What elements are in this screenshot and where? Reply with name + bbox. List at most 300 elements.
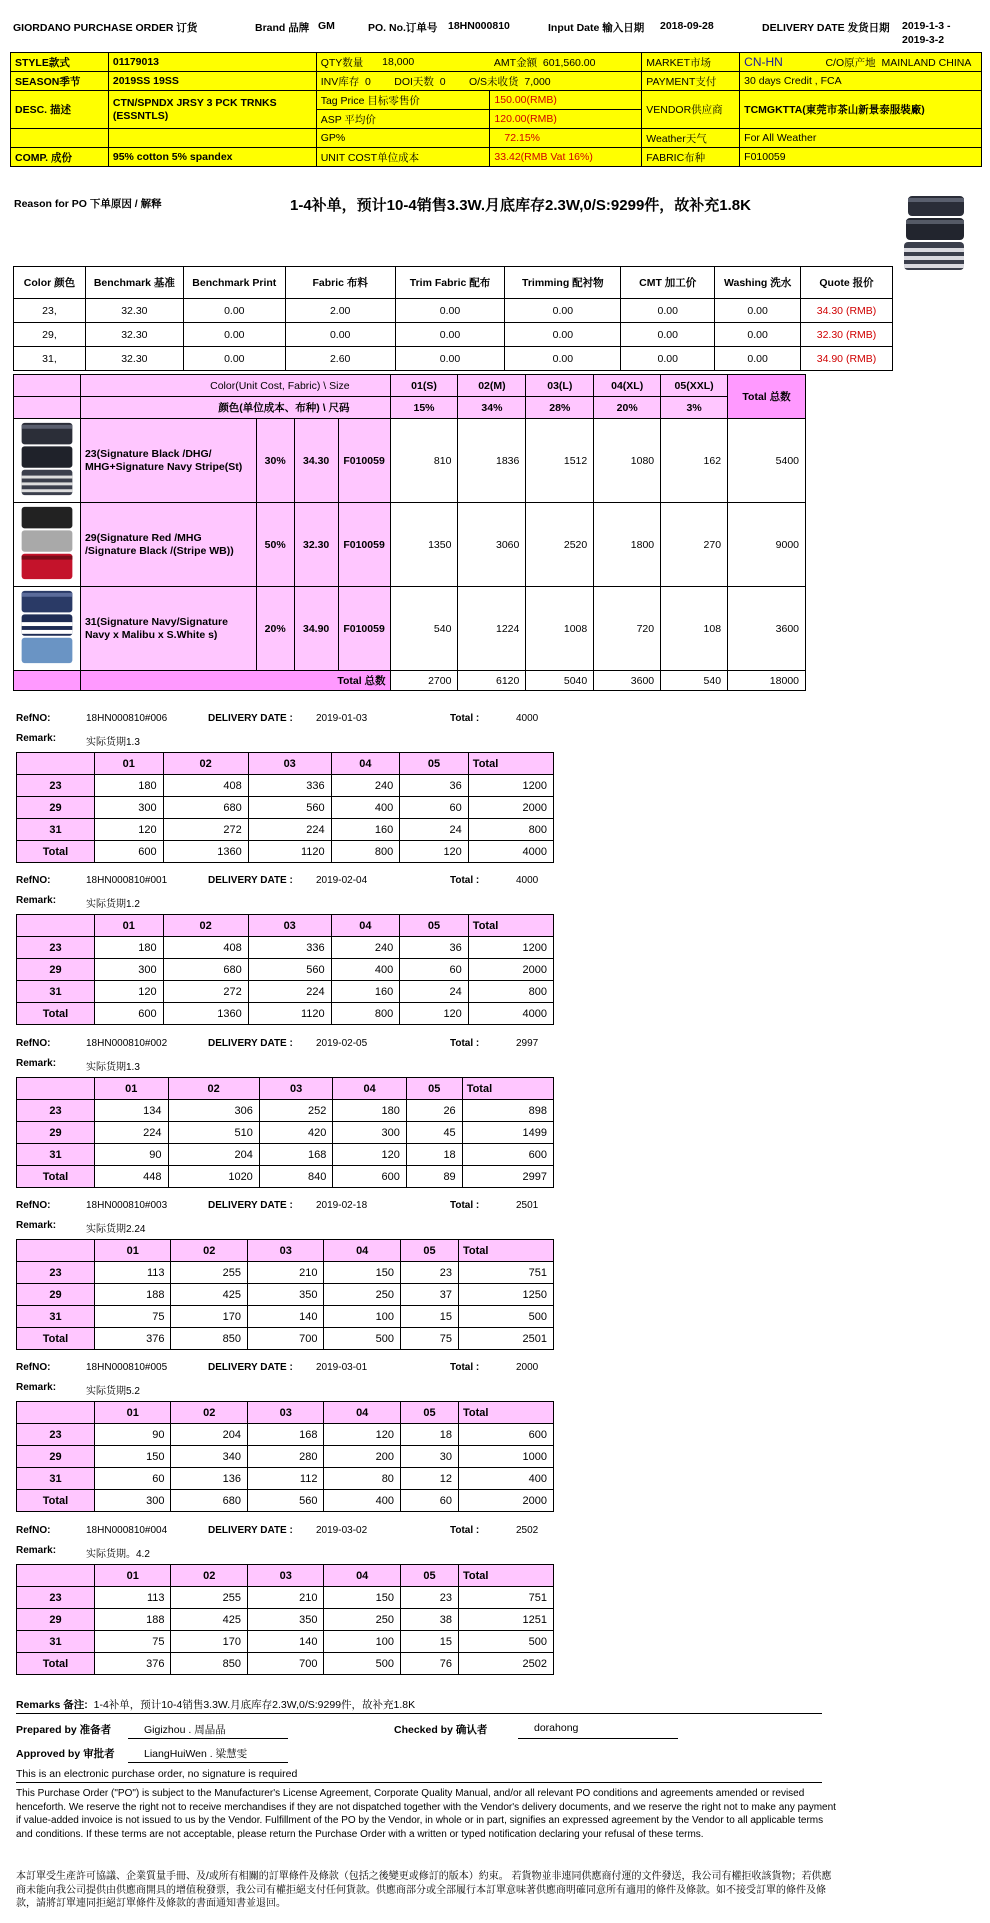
delivery-cell: 1120 <box>248 1003 331 1025</box>
delivery-cell: 800 <box>331 1003 400 1025</box>
qty-value: 18,000 <box>382 56 415 68</box>
delivery-cell: 500 <box>459 1631 554 1653</box>
delivery-block <box>16 1359 556 1512</box>
quote-header-6: CMT 加工价 <box>621 267 715 299</box>
input-date-label: Input Date 输入日期 <box>548 22 645 34</box>
delivery-block <box>16 710 556 863</box>
delivery-cell: 100 <box>324 1306 400 1328</box>
delivery-cell: 140 <box>247 1631 323 1653</box>
delivery-cell: 76 <box>400 1653 458 1675</box>
remarks-text: 1-4补单，预计10-4销售3.3W.月底库存2.3W,0/S:9299件，故补充1.8K <box>93 1699 416 1711</box>
quote-cell: 0.00 <box>621 323 715 347</box>
delivery-col-head: Total <box>468 915 553 937</box>
delivery-row-head: 29 <box>17 1446 95 1468</box>
delivery-cell: 300 <box>95 797 164 819</box>
delivery-row-head: Total <box>17 1003 95 1025</box>
delivery-col-head: 05 <box>400 1565 458 1587</box>
asp-label: ASP 平均价 <box>320 113 376 126</box>
delivery-cell: 2000 <box>468 959 553 981</box>
desc-value-line1: CTN/SPNDX JRSY 3 PCK TRNKS <box>112 96 277 109</box>
electronic-note: This is an electronic purchase order, no signature is required <box>16 1768 298 1780</box>
size-pct-02: 34% <box>481 401 503 414</box>
size-total-01: 2700 <box>428 674 452 687</box>
delivery-row <box>17 1284 554 1306</box>
delivery-cell: 255 <box>171 1587 247 1609</box>
delivery-col-head: 04 <box>324 1402 400 1424</box>
delivery-row <box>17 819 554 841</box>
checked-value: dorahong <box>534 1722 579 1734</box>
size-qty: 1350 <box>390 503 458 587</box>
size-qty: 108 <box>661 587 728 671</box>
delivery-cell: 188 <box>95 1284 171 1306</box>
origin-value: MAINLAND CHINA <box>881 56 972 69</box>
remark-value: 实际货期1.2 <box>86 899 140 910</box>
delivery-row <box>17 959 554 981</box>
size-qty: 270 <box>661 503 728 587</box>
delivery-cell: 134 <box>95 1100 169 1122</box>
ref-label: RefNO: <box>16 875 51 886</box>
delivery-col-head: 03 <box>247 1240 323 1262</box>
quote-cell: 0.00 <box>183 347 285 371</box>
delivery-row <box>17 1609 554 1631</box>
delivery-cell: 240 <box>331 775 400 797</box>
delivery-cell: 751 <box>459 1587 554 1609</box>
approved-label: Approved by 审批者 <box>16 1748 115 1760</box>
delivery-cell: 420 <box>259 1122 333 1144</box>
input-date-value: 2018-09-28 <box>660 20 714 32</box>
delivery-date-value: 2019-03-01 <box>316 1362 368 1373</box>
ref-label: RefNO: <box>16 1038 51 1049</box>
delivery-date-start: 2019-1-3 - <box>902 20 951 32</box>
delivery-row-head: 23 <box>17 1587 95 1609</box>
delivery-row <box>17 1306 554 1328</box>
delivery-cell: 600 <box>95 841 164 863</box>
inv-value: 0 <box>365 75 371 88</box>
delivery-total-label: Total : <box>450 1038 480 1049</box>
delivery-date-label: DELIVERY DATE : <box>208 1200 293 1211</box>
remark-label: Remark: <box>16 1545 57 1556</box>
color-swatch-image <box>14 587 81 671</box>
delivery-col-head: 04 <box>331 753 400 775</box>
delivery-cell: 15 <box>400 1631 458 1653</box>
remark-label: Remark: <box>16 733 57 744</box>
product-thumbnail <box>902 194 968 274</box>
size-total-02: 6120 <box>495 674 520 687</box>
delivery-cell: 112 <box>247 1468 323 1490</box>
market-label: MARKET市场 <box>646 56 711 69</box>
delivery-size-table <box>16 1401 554 1512</box>
delivery-row <box>17 1166 554 1188</box>
delivery-col-head: 01 <box>95 753 164 775</box>
ref-value: 18HN000810#005 <box>86 1362 168 1373</box>
delivery-cell: 560 <box>248 959 331 981</box>
delivery-cell: 250 <box>324 1609 400 1631</box>
quote-cell: 0.00 <box>505 323 621 347</box>
remark-value: 实际货期1.3 <box>86 1062 140 1073</box>
delivery-cell: 224 <box>248 981 331 1003</box>
delivery-row <box>17 1446 554 1468</box>
inv-label: INV库存 <box>320 75 360 88</box>
size-total-04: 3600 <box>630 674 655 687</box>
quote-cell: 23, <box>14 299 86 323</box>
delivery-col-head: 03 <box>248 915 331 937</box>
size-head-cn: 颜色(单位成本、布种) \ 尺码 <box>218 402 350 414</box>
gp-value: 72.15% <box>504 132 541 144</box>
delivery-row-head: 29 <box>17 959 95 981</box>
delivery-cell: 75 <box>95 1306 171 1328</box>
prepared-label: Prepared by 准备者 <box>16 1724 112 1736</box>
quote-header-1: Benchmark 基准 <box>85 267 183 299</box>
quote-cell: 0.00 <box>285 323 395 347</box>
delivery-row-head: 23 <box>17 1100 95 1122</box>
unit-cost-value: 33.42(RMB Vat 16%) <box>494 151 593 163</box>
size-pct-01: 15% <box>413 401 435 414</box>
delivery-cell: 376 <box>95 1653 171 1675</box>
ref-label: RefNO: <box>16 1200 51 1211</box>
color-fabric: F010059 <box>338 587 390 671</box>
delivery-cell: 170 <box>171 1306 247 1328</box>
terms-english: This Purchase Order ("PO") is subject to the Manufacturer's License Agreement, Corporate Quality Manual, and/or all relevant PO conditions and agreements amended or revised henceforth. We reserve the right not to receive merchandises if they are not dispatched together with the Vendor's delivery documents, and we reserve the right not to make any payment if value-added invoice is not issued to us by the Vendor. Fulfillment of the PO by the Vendor, in whole or in part, signifies an expressed agreement by the Vendor to all applicable terms and conditions. If these terms are not acceptable, please return the Purchase Order with a written or typed notification declaring your refusal of these terms. <box>16 1788 836 1840</box>
style-label: STYLE款式 <box>15 56 70 69</box>
delivery-date-end: 2019-3-2 <box>902 34 945 46</box>
delivery-col-head: 02 <box>168 1078 259 1100</box>
delivery-date-value: 2019-03-02 <box>316 1525 368 1536</box>
delivery-date-value: 2019-02-04 <box>316 875 368 886</box>
delivery-cell: 500 <box>324 1653 400 1675</box>
delivery-cell: 1120 <box>248 841 331 863</box>
season-value: 2019SS 19SS <box>112 75 179 87</box>
delivery-size-table <box>16 1239 554 1350</box>
delivery-cell: 300 <box>333 1122 407 1144</box>
quote-header-0: Color 颜色 <box>14 267 86 299</box>
delivery-cell: 408 <box>163 775 248 797</box>
delivery-cell: 150 <box>95 1446 171 1468</box>
ref-value: 18HN000810#001 <box>86 875 168 886</box>
delivery-cell: 168 <box>247 1424 323 1446</box>
size-pct-04: 20% <box>616 401 638 414</box>
delivery-row-head: 23 <box>17 775 95 797</box>
color-fabric: F010059 <box>338 503 390 587</box>
quote-table <box>13 266 893 371</box>
qty-label: QTY数量 <box>320 56 364 69</box>
doi-label: DOI天数 <box>394 75 434 88</box>
delivery-cell: 255 <box>171 1262 247 1284</box>
delivery-row <box>17 1631 554 1653</box>
delivery-cell: 204 <box>168 1144 259 1166</box>
quote-cell: 0.00 <box>621 347 715 371</box>
delivery-total-label: Total : <box>450 713 480 724</box>
delivery-cell: 210 <box>247 1262 323 1284</box>
delivery-cell: 400 <box>331 959 400 981</box>
size-pct-05: 3% <box>686 401 702 414</box>
delivery-row <box>17 937 554 959</box>
comp-label: COMP. 成份 <box>15 151 72 164</box>
reason-label: Reason for PO 下单原因 / 解释 <box>14 198 162 210</box>
delivery-row-head: 31 <box>17 1631 95 1653</box>
delivery-cell: 89 <box>406 1166 462 1188</box>
delivery-cell: 38 <box>400 1609 458 1631</box>
delivery-row <box>17 1424 554 1446</box>
remark-value: 实际货期1.3 <box>86 737 140 748</box>
quote-cell: 0.00 <box>395 299 505 323</box>
color-cost: 32.30 <box>294 503 338 587</box>
delivery-row <box>17 797 554 819</box>
quote-cell: 0.00 <box>715 347 801 371</box>
delivery-cell: 600 <box>462 1144 553 1166</box>
ref-value: 18HN000810#002 <box>86 1038 168 1049</box>
delivery-cell: 700 <box>247 1328 323 1350</box>
size-qty: 1800 <box>594 503 661 587</box>
remarks-line <box>16 1697 415 1712</box>
delivery-cell: 168 <box>259 1144 333 1166</box>
delivery-row <box>17 1003 554 1025</box>
delivery-row <box>17 1328 554 1350</box>
quote-cell: 0.00 <box>395 347 505 371</box>
delivery-col-head: 01 <box>95 915 164 937</box>
delivery-cell: 1251 <box>459 1609 554 1631</box>
delivery-cell: 120 <box>333 1144 407 1166</box>
delivery-row <box>17 981 554 1003</box>
delivery-col-head: Total <box>468 753 553 775</box>
vendor-label: VENDOR供应商 <box>646 104 723 116</box>
delivery-row <box>17 1468 554 1490</box>
quote-cell: 32.30 <box>85 323 183 347</box>
remark-value: 实际货期5.2 <box>86 1386 140 1397</box>
brand-value: GM <box>318 20 335 32</box>
delivery-cell: 1200 <box>468 937 553 959</box>
delivery-cell: 510 <box>168 1122 259 1144</box>
weather-value: For All Weather <box>744 132 817 144</box>
delivery-row-head: 31 <box>17 1144 95 1166</box>
delivery-cell: 120 <box>400 1003 469 1025</box>
delivery-cell: 75 <box>400 1328 458 1350</box>
brand-label: Brand 品牌 <box>255 22 310 34</box>
quote-row <box>14 299 893 323</box>
delivery-col-head: 03 <box>259 1078 333 1100</box>
color-desc: 23(Signature Black /DHG/ MHG+Signature Navy Stripe(St) <box>80 419 256 503</box>
delivery-cell: 18 <box>406 1144 462 1166</box>
size-qty: 720 <box>594 587 661 671</box>
delivery-row <box>17 1122 554 1144</box>
delivery-cell: 500 <box>459 1306 554 1328</box>
delivery-cell: 680 <box>163 797 248 819</box>
delivery-block <box>16 1197 556 1350</box>
prepared-value: Gigizhou . 周晶晶 <box>144 1724 226 1736</box>
delivery-cell: 160 <box>331 819 400 841</box>
delivery-col-head: 01 <box>95 1078 169 1100</box>
quote-cell: 31, <box>14 347 86 371</box>
approved-value: LiangHuiWen . 梁慧雯 <box>144 1748 248 1760</box>
delivery-col-head: 02 <box>171 1402 247 1424</box>
delivery-total-value: 4000 <box>516 713 539 724</box>
delivery-block <box>16 1522 556 1675</box>
color-cost: 34.90 <box>294 587 338 671</box>
size-qty: 810 <box>390 419 458 503</box>
size-pct-03: 28% <box>549 401 571 414</box>
payment-value: 30 days Credit , FCA <box>744 75 842 87</box>
delivery-cell: 700 <box>247 1653 323 1675</box>
delivery-cell: 60 <box>400 797 469 819</box>
delivery-cell: 300 <box>95 1490 171 1512</box>
po-number-label: PO. No.订单号 <box>368 22 438 34</box>
asp-value: 120.00(RMB) <box>494 113 557 125</box>
delivery-col-head: 03 <box>247 1565 323 1587</box>
delivery-row-head: 31 <box>17 1468 95 1490</box>
delivery-cell: 60 <box>400 1490 458 1512</box>
delivery-cell: 4000 <box>468 841 553 863</box>
delivery-row-head: 23 <box>17 1424 95 1446</box>
delivery-col-head: 02 <box>171 1565 247 1587</box>
season-label: SEASON季节 <box>15 75 81 88</box>
delivery-col-head: 01 <box>95 1565 171 1587</box>
delivery-row <box>17 1262 554 1284</box>
delivery-cell: 336 <box>248 775 331 797</box>
delivery-row <box>17 775 554 797</box>
delivery-row-head: 31 <box>17 819 95 841</box>
delivery-cell: 12 <box>400 1468 458 1490</box>
size-row <box>14 503 806 587</box>
vendor-value: TCMGKTTA(東莞市茶山新景泰服裝廠) <box>744 104 925 116</box>
delivery-cell: 350 <box>247 1284 323 1306</box>
delivery-cell: 250 <box>324 1284 400 1306</box>
ref-value: 18HN000810#003 <box>86 1200 168 1211</box>
delivery-cell: 120 <box>95 981 164 1003</box>
size-qty: 3060 <box>458 503 526 587</box>
size-name-01: 01(S) <box>411 379 437 392</box>
delivery-col-head: 03 <box>247 1402 323 1424</box>
delivery-cell: 120 <box>95 819 164 841</box>
ref-label: RefNO: <box>16 1525 51 1536</box>
delivery-row <box>17 841 554 863</box>
amt-label: AMT金额 <box>493 56 538 69</box>
delivery-cell: 850 <box>171 1328 247 1350</box>
delivery-col-head: Total <box>459 1240 554 1262</box>
delivery-cell: 376 <box>95 1328 171 1350</box>
delivery-cell: 340 <box>171 1446 247 1468</box>
size-qty: 1224 <box>458 587 526 671</box>
delivery-col-head: 01 <box>95 1240 171 1262</box>
quote-header-4: Trim Fabric 配布 <box>395 267 505 299</box>
delivery-cell: 240 <box>331 937 400 959</box>
delivery-cell: 24 <box>400 981 469 1003</box>
weather-label: Weather天气 <box>646 132 707 145</box>
delivery-cell: 224 <box>95 1122 169 1144</box>
delivery-cell: 800 <box>468 819 553 841</box>
delivery-cell: 898 <box>462 1100 553 1122</box>
color-fabric: F010059 <box>338 419 390 503</box>
size-name-02: 02(M) <box>478 379 506 392</box>
size-name-04: 04(XL) <box>611 379 644 392</box>
quote-cell: 0.00 <box>505 299 621 323</box>
delivery-cell: 800 <box>468 981 553 1003</box>
size-name-05: 05(XXL) <box>674 379 714 392</box>
delivery-cell: 2997 <box>462 1166 553 1188</box>
delivery-cell: 425 <box>171 1284 247 1306</box>
delivery-cell: 2000 <box>468 797 553 819</box>
delivery-cell: 15 <box>400 1306 458 1328</box>
os-value: 7,000 <box>524 75 551 88</box>
delivery-col-head: 04 <box>331 915 400 937</box>
delivery-cell: 336 <box>248 937 331 959</box>
quote-header-2: Benchmark Print <box>183 267 285 299</box>
delivery-cell: 2501 <box>459 1328 554 1350</box>
delivery-cell: 24 <box>400 819 469 841</box>
delivery-block <box>16 872 556 1025</box>
delivery-cell: 800 <box>331 841 400 863</box>
os-label: O/S未收货 <box>468 75 519 88</box>
delivery-cell: 850 <box>171 1653 247 1675</box>
delivery-cell: 680 <box>171 1490 247 1512</box>
delivery-cell: 113 <box>95 1262 171 1284</box>
quote-cell: 0.00 <box>183 299 285 323</box>
delivery-row <box>17 1100 554 1122</box>
delivery-row-head: 29 <box>17 797 95 819</box>
tag-price-value: 150.00(RMB) <box>494 94 557 106</box>
size-grand-total: 18000 <box>769 674 799 687</box>
delivery-size-table <box>16 1564 554 1675</box>
color-pct: 20% <box>256 587 294 671</box>
delivery-cell: 170 <box>171 1631 247 1653</box>
delivery-row <box>17 1490 554 1512</box>
delivery-col-head: 05 <box>400 1240 458 1262</box>
delivery-size-table <box>16 1077 554 1188</box>
delivery-cell: 36 <box>400 775 469 797</box>
remark-label: Remark: <box>16 1220 57 1231</box>
delivery-date-value: 2019-02-05 <box>316 1038 368 1049</box>
delivery-cell: 150 <box>324 1262 400 1284</box>
color-total: 5400 <box>728 419 806 503</box>
color-pct: 30% <box>256 419 294 503</box>
delivery-cell: 224 <box>248 819 331 841</box>
quote-cell: 34.90 (RMB) <box>801 347 893 371</box>
quote-row <box>14 347 893 371</box>
delivery-cell: 140 <box>247 1306 323 1328</box>
size-total-03: 5040 <box>563 674 588 687</box>
delivery-cell: 400 <box>331 797 400 819</box>
delivery-row-head: 31 <box>17 1306 95 1328</box>
quote-cell: 0.00 <box>715 323 801 347</box>
delivery-cell: 272 <box>163 981 248 1003</box>
color-pct: 50% <box>256 503 294 587</box>
delivery-date-label: DELIVERY DATE : <box>208 875 293 886</box>
origin-label: C/O原产地 <box>825 56 876 69</box>
delivery-date-label: DELIVERY DATE : <box>208 1362 293 1373</box>
delivery-cell: 23 <box>400 1262 458 1284</box>
remark-label: Remark: <box>16 1382 57 1393</box>
delivery-cell: 1499 <box>462 1122 553 1144</box>
delivery-cell: 120 <box>400 841 469 863</box>
remark-label: Remark: <box>16 1058 57 1069</box>
delivery-cell: 408 <box>163 937 248 959</box>
delivery-row-head: 23 <box>17 1262 95 1284</box>
quote-header-3: Fabric 布料 <box>285 267 395 299</box>
delivery-cell: 306 <box>168 1100 259 1122</box>
size-qty: 162 <box>661 419 728 503</box>
po-number-value: 18HN000810 <box>448 20 510 32</box>
delivery-col-head: 05 <box>400 1402 458 1424</box>
delivery-cell: 300 <box>95 959 164 981</box>
delivery-cell: 4000 <box>468 1003 553 1025</box>
delivery-cell: 280 <box>247 1446 323 1468</box>
delivery-total-value: 2000 <box>516 1362 539 1373</box>
delivery-col-head: 05 <box>400 753 469 775</box>
delivery-cell: 600 <box>333 1166 407 1188</box>
remark-value: 实际货期2.24 <box>86 1224 146 1235</box>
delivery-row-head: 29 <box>17 1284 95 1306</box>
size-qty: 1008 <box>526 587 594 671</box>
quote-cell: 2.60 <box>285 347 395 371</box>
delivery-cell: 75 <box>95 1631 171 1653</box>
